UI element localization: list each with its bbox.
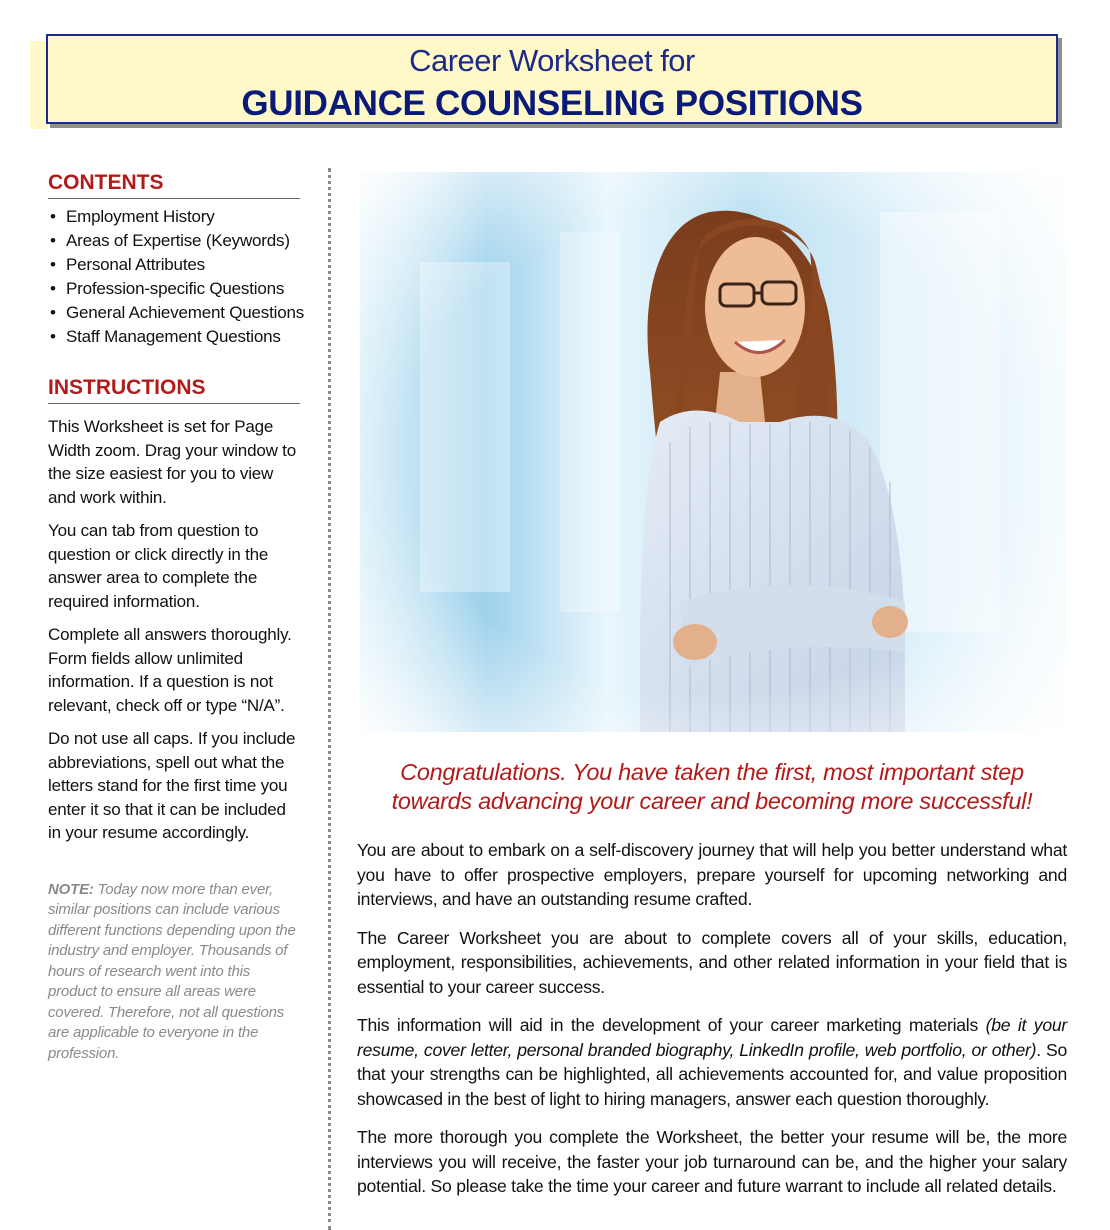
body-paragraph-1: You are about to embark on a self-discovery journey that will help you better understand what you have to offer prospective employers, prepare yourself for upcoming networking and interviews, and have an outstanding resume crafted. [357, 840, 1067, 909]
body-paragraph-4: The more thorough you complete the Worksheet, the better your resume will be, the more interviews you will receive, the faster your job turnaround can be, and the higher your salary potential. So please take the time your career and future warrant to include all related details. [357, 1127, 1067, 1196]
title-banner [46, 34, 1058, 124]
bullet-icon: • [50, 207, 56, 226]
contents-item-personal-attributes[interactable]: • Personal Attributes [48, 253, 300, 277]
congrats-line-1: Congratulations. You have taken the first, most important step [400, 759, 1024, 785]
instruction-paragraph: Complete all answers thoroughly. Form fields allow unlimited information. If a question is not relevant, check off or type “N/A”. [48, 625, 292, 715]
congrats-line-2: towards advancing your career and becoming more successful! [391, 788, 1033, 814]
contents-item-staff-management[interactable]: • Staff Management Questions [48, 325, 300, 349]
body-paragraph-3: This information will aid in the development of your career marketing materials (be it your resume, cover letter, personal branded biography, LinkedIn profile, web portfolio, or other). So that your strengths can be highlighted, all achievements accounted for, and value proposition showcased in the best of light to hiring managers, answer each question thoroughly. [357, 1015, 1067, 1109]
congratulations-message [356, 758, 1068, 816]
note-label: NOTE: [48, 880, 94, 898]
body-paragraph-2: The Career Worksheet you are about to complete covers all of your skills, education, employment, responsibilities, achievements, and other related information in your field that is essential to your career success. [357, 927, 1067, 997]
hero-photo [360, 172, 1066, 732]
contents-list [48, 205, 305, 349]
note [48, 880, 300, 1065]
instruction-paragraph: Do not use all caps. If you include abbreviations, spell out what the letters stand for the first time you enter it so that it can be included in your resume accordingly. [48, 729, 296, 842]
contents-heading: CONTENTS [48, 170, 300, 199]
banner-title: GUIDANCE COUNSELING POSITIONS [241, 84, 863, 123]
bullet-icon: • [50, 255, 56, 274]
instructions-heading: INSTRUCTIONS [48, 375, 300, 404]
contents-item-achievement-questions[interactable]: • General Achievement Questions [48, 301, 300, 325]
woman-portrait-image [360, 172, 1066, 732]
body-text [357, 838, 1067, 1213]
instruction-paragraph: This Worksheet is set for Page Width zoom. Drag your window to the size easiest for you to view and work within. [48, 417, 296, 507]
contents-item-areas-of-expertise[interactable]: • Areas of Expertise (Keywords) [48, 229, 300, 253]
bullet-icon: • [50, 231, 56, 250]
sidebar [48, 170, 305, 1064]
note-text: Today now more than ever, similar positions can include various different functions depending upon the industry and employer. Thousands of hours of research went into this product to ensure all areas were covered. Therefore, not all questions are applicable to everyone in the profession. [48, 880, 296, 1062]
bullet-icon: • [50, 327, 56, 346]
bullet-icon: • [50, 279, 56, 298]
contents-item-profession-questions[interactable]: • Profession-specific Questions [48, 277, 300, 301]
bullet-icon: • [50, 303, 56, 322]
column-divider [328, 168, 331, 1230]
banner-subtitle: Career Worksheet for [409, 43, 695, 78]
instruction-paragraph: You can tab from question to question or click directly in the answer area to complete the required information. [48, 521, 269, 611]
materials-list: (be it your resume, cover letter, personal branded biography, LinkedIn profile, web portfolio, or other) [357, 1015, 1067, 1060]
contents-item-employment-history[interactable]: • Employment History [48, 205, 300, 229]
